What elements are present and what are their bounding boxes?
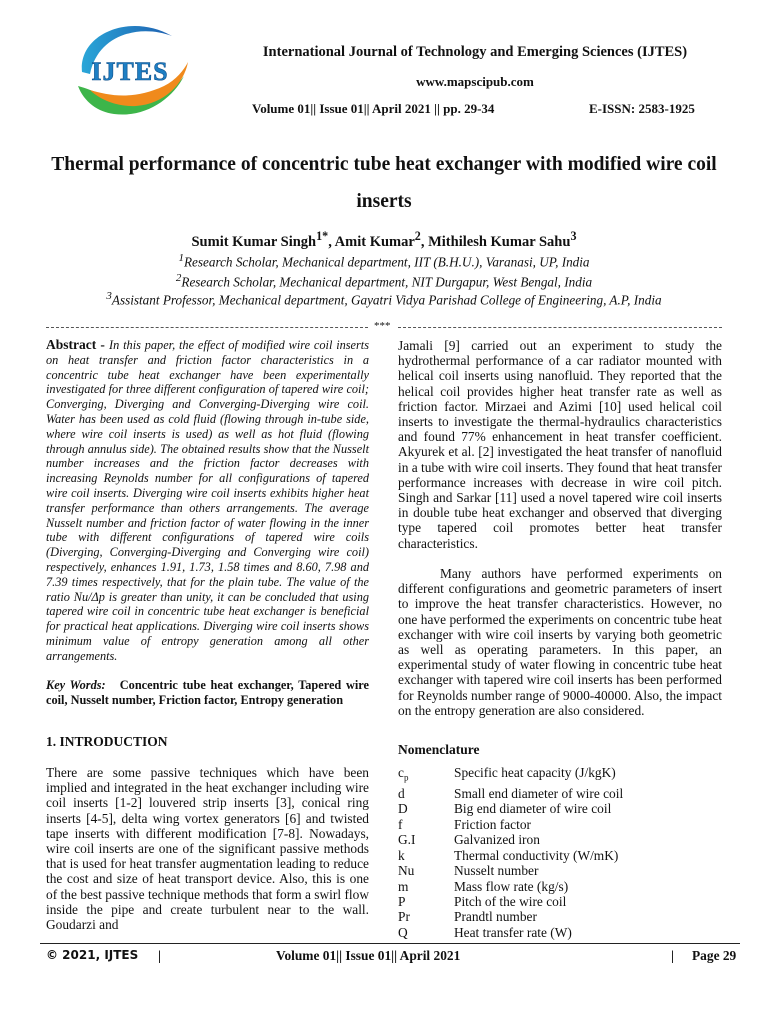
affiliation (40, 272, 728, 290)
paper-title: Thermal performance of concentric tube heat exchanger with modified wire coil inserts (51, 154, 717, 212)
nomenclature-row (398, 817, 722, 832)
nom-symbol: k (398, 847, 405, 863)
nomenclature-row (398, 925, 722, 940)
author-name: Amit Kumar (334, 233, 415, 250)
intro-paragraph: There are some passive techniques which have been implied and integrated in the heat exchanger including wire coil inserts [1-2] louvered strip inserts [3], conical ring inserts [4-5], delta wing vortex generators [6] and twisted tape inserts with different modification [7-8]. Nowadays, wire coil inserts are one of the significant passive methods that is used for heat transfer augmentation leading to reduce the cost and size of heat transport device. Also, this is one of the best passive technique methods that form a swirl flow inside the pipe and create turbulent near to the wall. Goudarzi and (46, 765, 369, 933)
nom-description: Heat transfer rate (W) (454, 924, 572, 940)
nomenclature-table (398, 765, 722, 940)
journal-name: International Journal of Technology and Emerging Sciences (IJTES) (262, 44, 688, 60)
footer-rule (40, 943, 740, 944)
keywords: Key Words: Concentric tube heat exchanger, Tapered wire coil, Nusselt number, Friction factor, Entropy generation (46, 678, 369, 707)
nom-description: Specific heat capacity (J/kgK) (454, 765, 616, 780)
affiliation-sup: 1 (178, 252, 184, 264)
nom-description: Galvanized iron (454, 832, 540, 848)
nom-description: Prandtl number (454, 909, 537, 925)
author-name: Sumit Kumar Singh (191, 233, 317, 250)
nom-symbol: c (398, 765, 404, 780)
nomenclature-heading: Nomenclature (398, 742, 480, 757)
divider-stars: *** (374, 320, 391, 332)
affiliation-sup: 3 (106, 290, 112, 302)
nom-symbol: m (398, 878, 409, 894)
nom-symbol: Nu (398, 863, 415, 879)
nomenclature-row (398, 909, 722, 924)
author-name: Mithilesh Kumar Sahu (428, 233, 571, 250)
eissn: E-ISSN: 2583-1925 (589, 101, 695, 116)
abstract-text: In this paper, the effect of modified wire coil inserts on heat transfer and friction factor characteristics in a concentric tube heat exchanger have been experimentally investigated for three different configuration of tapered wire coil; Converging, Diverging and Converging-Diverging wire coil. Water has been used as cold fluid (flowing through in-tube side, where wire coil inserts is used) as well as hot fluid (flowing through annulus side). The obtained results show that the Nusselt number increases and the friction factor decreases with increasing Reynolds number for all configurations of tapered wire coil inserts. Diverging wire coil inserts exhibits higher heat transfer performance than others arrangements. The average Nusselt number and friction factor of water flowing in the inner tube with different configurations of tapered wire coils (Diverging, Converging-Diverging and Converging wire coil) respectively, enhances 1.91, 1.73, 1.58 times and 8.60, 7.98 and 7.39 times respectively, that for the plain tube. The value of the ratio Nu/Δp is greater than unity, it can be concluded that using tapered wire coil in concentric tube heat exchanger is beneficial for practical heat applications. Diverging wire coil inserts shows minimum value of entropy generation among all other arrangements. (46, 338, 370, 663)
journal-url[interactable]: www.mapscipub.com (416, 74, 534, 89)
divider-line-right (398, 327, 722, 328)
affiliation (40, 290, 728, 308)
author-sep: , (328, 233, 335, 250)
affiliation (40, 252, 728, 270)
footer-separator: | (158, 948, 161, 963)
affiliation-text: Assistant Professor, Mechanical department, Gayatri Vidya Parishad College of Engineering, A.P, India (111, 292, 662, 308)
nomenclature-row (398, 801, 722, 816)
abstract-label: Abstract - (46, 337, 110, 352)
section-divider (46, 321, 722, 331)
nom-symbol: D (398, 801, 408, 817)
nomenclature-row (398, 765, 722, 786)
nomenclature-row (398, 832, 722, 847)
nomenclature-row (398, 848, 722, 863)
keywords-label: Key Words (46, 678, 102, 692)
author-sep: , (420, 233, 429, 250)
author-list (40, 229, 728, 251)
page-number: Page 29 (692, 948, 737, 963)
nom-symbol: G.I (398, 832, 416, 848)
nom-description: Small end diameter of wire coil (454, 786, 624, 802)
affiliation-text: Research Scholar, Mechanical department, IIT (B.H.U.), Varanasi, UP, India (183, 254, 590, 270)
keywords-text: Concentric tube heat exchanger, Tapered wire coil, Nusselt number, Friction factor, Entropy generation (46, 678, 369, 707)
abstract (46, 338, 369, 664)
nomenclature-row (398, 863, 722, 878)
affiliation-sup: 2 (175, 272, 182, 284)
section-heading: 1. INTRODUCTION (46, 734, 168, 749)
author-sup: 1* (316, 229, 329, 243)
author-sup: 2 (414, 229, 421, 243)
nom-symbol: P (398, 893, 406, 909)
nomenclature-row (398, 879, 722, 894)
volume-info: Volume 01|| Issue 01|| April 2021 || pp. 29-34 (252, 101, 495, 116)
nomenclature-row (398, 894, 722, 909)
journal-logo (60, 14, 200, 124)
nom-description: Mass flow rate (kg/s) (454, 878, 569, 894)
nom-subscript: p (403, 772, 409, 783)
intro-paragraph-continued: Jamali [9] carried out an experiment to study the hydrothermal performance of a car radiator mounted with helical coil inserts using nanofluid. They reported that the helical coil provides higher heat transfer rate as well as friction factor. Mirzaei and Azimi [10] used helical coil inserts to investigate the thermal-hydraulics characteristics and found 77% enhancement in heat transfer coefficient. Akyurek et al. [2] investigated the heat transfer of nanofluid in a tube with wire coil inserts. They found that heat transfer performance increases with decrease in wire coil pitch. Singh and Sarkar [11] used a novel tapered wire coil inserts in double tube heat exchanger and observed that diverging type tapered coil promotes better heat transfer characteristics. (398, 338, 723, 551)
nom-symbol: f (398, 816, 403, 832)
footer-volume: Volume 01|| Issue 01|| April 2021 (276, 948, 461, 963)
nom-symbol: Pr (398, 909, 410, 925)
footer-copyright: © 2021, IJTES (46, 948, 139, 962)
affiliation-text: Research Scholar, Mechanical department, NIT Durgapur, West Bengal, India (181, 274, 593, 290)
nom-description: Big end diameter of wire coil (454, 801, 612, 817)
intro-paragraph: Many authors have performed experiments on different configurations and geometric parameters of insert to improve the heat transfer characteristics. However, no one have performed the experiments on concentric tube heat exchanger with wire coil inserts by varying both geometric as well as operating parameters. In this paper, an experimental study of water flowing in concentric tube heat exchanger with tapered wire coil inserts has been performed for Reynolds number range of 9000-40000. Also, the impact on the entropy generation are also considered. (398, 566, 722, 718)
nom-description: Nusselt number (454, 863, 539, 879)
nom-description: Pitch of the wire coil (454, 893, 567, 909)
nom-symbol: d (398, 786, 405, 802)
divider-line-left (46, 327, 368, 328)
logo-text: IJTES (91, 57, 169, 86)
nom-symbol: Q (398, 924, 408, 940)
author-sup: 3 (570, 229, 577, 243)
footer-separator: | (671, 948, 674, 963)
nom-description: Friction factor (454, 816, 531, 832)
nomenclature-row (398, 786, 722, 801)
nom-description: Thermal conductivity (W/mK) (454, 847, 619, 863)
